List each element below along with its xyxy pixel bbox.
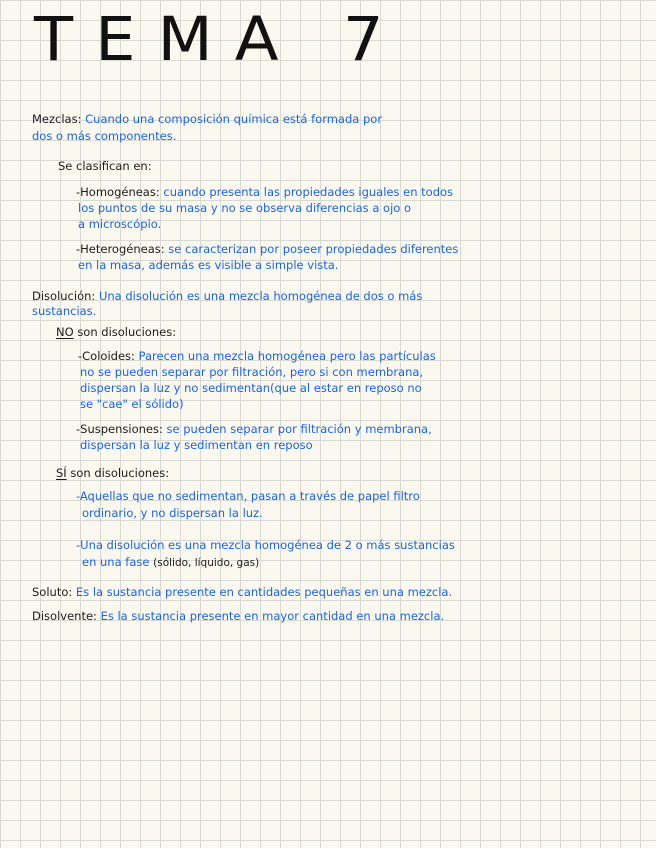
no-label: NO bbox=[56, 325, 74, 339]
mezclas-def-1: Cuando una composición química está formada por bbox=[85, 112, 383, 126]
homogeneas-term: -Homogéneas: bbox=[76, 185, 160, 199]
page-title: TEMA 7 bbox=[34, 4, 406, 76]
soluto-line bbox=[32, 586, 452, 599]
si-item-1-line-1: -Aquellas que no sedimentan, pasan a través de papel filtro bbox=[76, 489, 420, 503]
disolucion-term: Disolución: bbox=[32, 289, 96, 303]
coloides-def-4: se "cae" el sólido) bbox=[80, 397, 184, 411]
disolucion-def-1: Una disolución es una mezcla homogénea de dos o más bbox=[98, 289, 423, 303]
homogeneas-def-2: los puntos de su masa y no se observa diferencias a ojo o bbox=[78, 201, 411, 215]
homogeneas-line-1 bbox=[76, 186, 453, 199]
disolvente-def: Es la sustancia presente en mayor cantidad en una mezcla. bbox=[100, 609, 445, 623]
suspensiones-def-2: dispersan la luz y sedimentan en reposo bbox=[80, 438, 313, 452]
coloides-term: -Coloides: bbox=[78, 349, 135, 363]
si-item-2-line-2 bbox=[82, 556, 259, 570]
si-item-2-fase: en una fase bbox=[82, 555, 150, 569]
no-son-heading bbox=[56, 326, 176, 339]
si-item-2-line-1: -Una disolución es una mezcla homogénea de 2 o más sustancias bbox=[76, 538, 455, 552]
coloides-def-1: Parecen una mezcla homogénea pero las partículas bbox=[138, 349, 436, 363]
si-son-text: son disoluciones: bbox=[70, 466, 170, 480]
soluto-term: Soluto: bbox=[32, 585, 73, 599]
si-item-2-estados: (sólido, líquido, gas) bbox=[153, 557, 260, 569]
heterogeneas-def-2: en la masa, además es visible a simple vista. bbox=[78, 258, 339, 272]
mezclas-term: Mezclas: bbox=[32, 112, 82, 126]
heterogeneas-line-1 bbox=[76, 243, 458, 256]
disolucion-line-1 bbox=[32, 290, 422, 303]
mezclas-line-1 bbox=[32, 113, 382, 126]
disolucion-def-2: sustancias. bbox=[32, 304, 97, 318]
disolvente-line bbox=[32, 610, 444, 623]
mezclas-def-2: dos o más componentes. bbox=[32, 129, 177, 143]
no-son-text: son disoluciones: bbox=[77, 325, 177, 339]
coloides-def-2: no se pueden separar por filtración, pero si con membrana, bbox=[80, 365, 424, 379]
coloides-def-3: dispersan la luz y no sedimentan(que al estar en reposo no bbox=[80, 381, 422, 395]
soluto-def: Es la sustancia presente en cantidades pequeñas en una mezcla. bbox=[75, 585, 453, 599]
si-item-1-line-2: ordinario, y no dispersan la luz. bbox=[82, 506, 263, 520]
homogeneas-def-3: a microscópio. bbox=[78, 217, 162, 231]
heterogeneas-term: -Heterogéneas: bbox=[76, 242, 165, 256]
homogeneas-def-1: cuando presenta las propiedades iguales en todos bbox=[163, 185, 454, 199]
heterogeneas-def-1: se caracterizan por poseer propiedades diferentes bbox=[168, 242, 459, 256]
coloides-line-1 bbox=[78, 350, 436, 363]
si-son-heading bbox=[56, 467, 169, 480]
suspensiones-term: -Suspensiones: bbox=[76, 422, 163, 436]
suspensiones-line-1 bbox=[76, 423, 432, 436]
disolvente-term: Disolvente: bbox=[32, 609, 97, 623]
si-label: SÍ bbox=[56, 466, 67, 480]
clasifican-heading: Se clasifican en: bbox=[58, 159, 152, 173]
suspensiones-def-1: se pueden separar por filtración y membrana, bbox=[166, 422, 432, 436]
